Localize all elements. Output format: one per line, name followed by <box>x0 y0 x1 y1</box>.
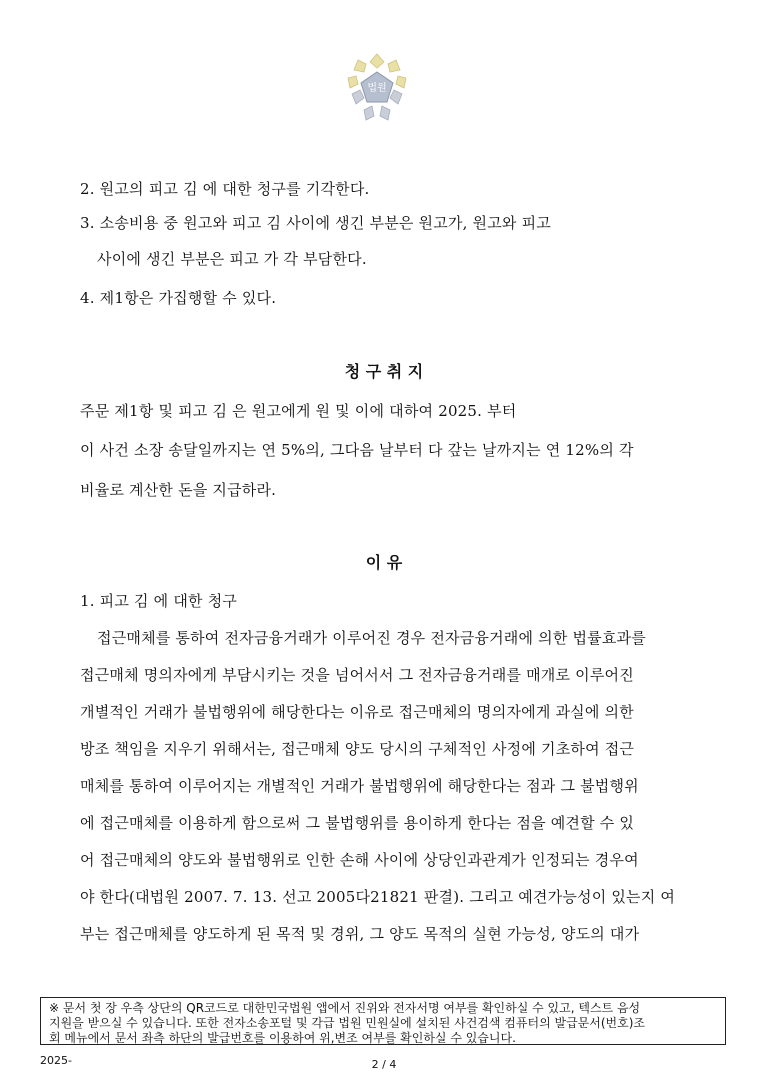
claim-line-1: 주문 제1항 및 피고 김 은 원고에게 원 및 이에 대하여 2025. 부터 <box>80 402 517 420</box>
claim-line-3: 비율로 계산한 돈을 지급하라. <box>80 481 277 499</box>
court-seal-logo <box>344 52 410 124</box>
reason-line-7: 어 접근매체의 양도와 불법행위로 인한 손해 사이에 상당인과관계가 인정되는 경우여 <box>80 851 639 869</box>
notice-line-2: 지원을 받으실 수 있습니다. 또한 전자소송포털 및 각급 법원 민원실에 설치된 사건검색 컴퓨터의 발급문서(번호)조 <box>49 1016 646 1030</box>
reason-line-8: 야 한다(대법원 2007. 7. 13. 선고 2005다21821 판결). 그리고 예견가능성이 있는지 여 <box>80 888 676 906</box>
reason-line-2: 접근매체 명의자에게 부담시키는 것을 넘어서서 그 전자금융거래를 매개로 이루어진 <box>80 666 634 684</box>
order-item-2: 2. 원고의 피고 김 에 대한 청구를 기각한다. <box>80 180 370 198</box>
order-item-4: 4. 제1항은 가집행할 수 있다. <box>80 289 277 307</box>
order-item-3-cont: 사이에 생긴 부분은 피고 가 각 부담한다. <box>97 250 367 268</box>
reason-heading: 이 유 <box>365 553 403 572</box>
reason-line-9: 부는 접근매체를 양도하게 된 목적 및 경위, 그 양도 목적의 실현 가능성, 양도의 대가 <box>80 925 640 943</box>
reason-line-6: 에 접근매체를 이용하게 함으로써 그 불법행위를 용이하게 한다는 점을 예견할 수 있 <box>80 814 635 832</box>
notice-line-3: 회 메뉴에서 문서 좌측 하단의 발급번호를 이용하여 위,변조 여부를 확인하실 수 있습니다. <box>49 1031 516 1045</box>
reason-line-1: 접근매체를 통하여 전자금융거래가 이루어진 경우 전자금융거래에 의한 법률효과를 <box>97 629 646 647</box>
claim-line-2: 이 사건 소장 송달일까지는 연 5%의, 그다음 날부터 다 갚는 날까지는 연 12%의 각 <box>80 441 634 459</box>
issue-number: 2025- <box>40 1054 72 1067</box>
svg-text:법원: 법원 <box>367 83 387 94</box>
order-item-3: 3. 소송비용 중 원고와 피고 김 사이에 생긴 부분은 원고가, 원고와 피고 <box>80 214 551 232</box>
reason-line-4: 방조 책임을 지우기 위해서는, 접근매체 양도 당시의 구체적인 사정에 기초하여 접근 <box>80 740 635 758</box>
claim-heading: 청 구 취 지 <box>344 362 424 381</box>
notice-line-1: ※ 문서 첫 장 우측 상단의 QR코드로 대한민국법원 앱에서 진위와 전자서명 여부를 확인하실 수 있고, 텍스트 음성 <box>49 1001 641 1015</box>
reason-line-3: 개별적인 거래가 불법행위에 해당한다는 이유로 접근매체의 명의자에게 과실에 의한 <box>80 703 634 721</box>
reason-subheading: 1. 피고 김 에 대한 청구 <box>80 592 238 610</box>
verification-notice-box <box>40 997 726 1045</box>
page-number: 2 / 4 <box>371 1058 397 1071</box>
reason-line-5: 매체를 통하여 이루어지는 개별적인 거래가 불법행위에 해당한다는 점과 그 불법행위 <box>80 777 639 795</box>
